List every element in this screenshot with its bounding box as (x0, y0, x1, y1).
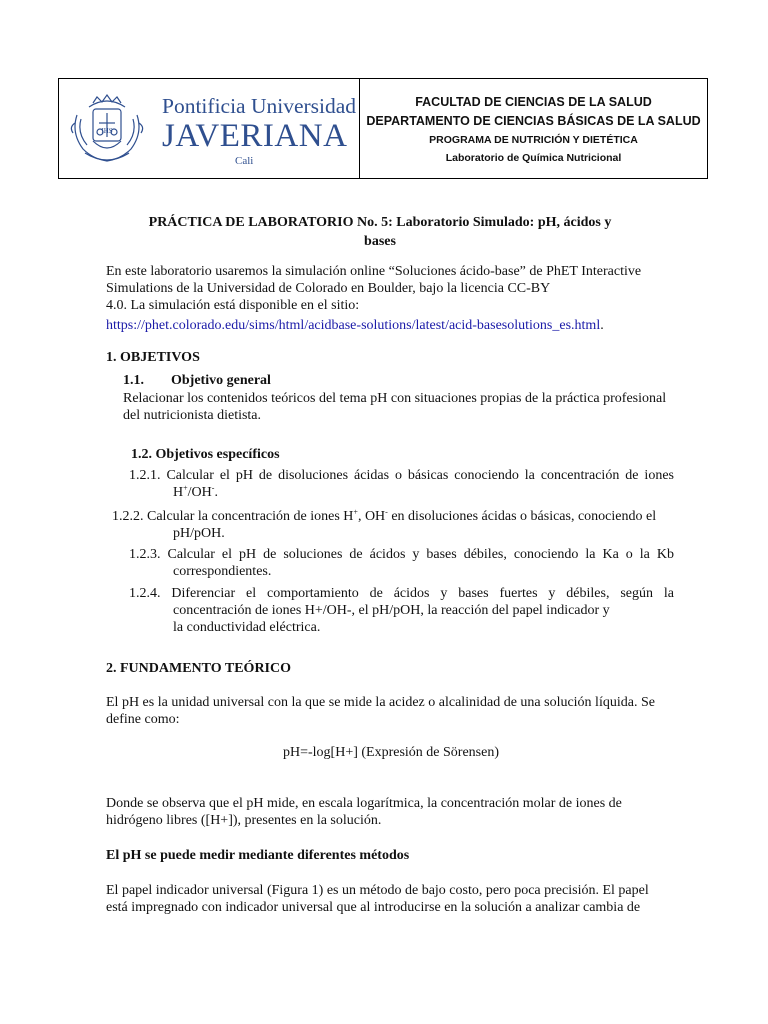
title-line1: PRÁCTICA DE LABORATORIO No. 5: Laboratorio Simulado: pH, ácidos y (148, 215, 612, 230)
theory-p2-line2: hidrógeno libres ([H+]), presentes en la solución. (106, 813, 382, 828)
url-period: . (600, 318, 604, 333)
phet-simulation-link[interactable]: https://phet.colorado.edu/sims/html/acidbase-solutions/latest/acid-basesolutions_es.html (106, 318, 601, 333)
objective-3-line1: 1.2.3. Calcular el pH de soluciones de ácidos y bases débiles, conociendo la Ka o la Kb (129, 547, 674, 562)
objective-1-2-3 (129, 546, 674, 580)
objective-2-part-a: 1.2.2. Calcular la concentración de iones H (112, 509, 354, 524)
objective-1-2-4 (129, 585, 674, 636)
university-name-line1: Pontificia Universidad (162, 94, 357, 118)
objective-1-sup-minus: - (211, 483, 215, 493)
university-city: Cali (235, 155, 254, 167)
objective-1-end: . (214, 485, 218, 500)
program-name: PROGRAMA DE NUTRICIÓN Y DIETÉTICA (429, 133, 638, 146)
theory-paragraph-2 (106, 795, 676, 829)
theory-p2-line1: Donde se observa que el pH mide, en escala logarítmica, la concentración molar de iones de (106, 796, 622, 811)
svg-text:IHS: IHS (101, 127, 113, 135)
objective-4-line3: la conductividad eléctrica. (173, 620, 321, 635)
faculty-name: FACULTAD DE CIENCIAS DE LA SALUD (415, 94, 652, 109)
general-objective-title: Objetivo general (171, 373, 271, 388)
specific-objectives-heading: 1.2. Objetivos específicos (131, 447, 280, 462)
document-header (58, 78, 708, 179)
theory-heading: 2. FUNDAMENTO TEÓRICO (106, 661, 292, 676)
lab-name: Laboratorio de Química Nutricional (445, 151, 622, 164)
intro-line2: Simulations de la Universidad de Colorado en Boulder, bajo la licencia CC-BY (106, 281, 551, 296)
objective-1-line1: 1.2.1. Calcular el pH de disoluciones ácidas o básicas conociendo la concentración de iones (129, 468, 674, 483)
objective-2-part-b: , OH (357, 509, 386, 524)
objectives-heading: 1. OBJETIVOS (106, 350, 200, 365)
theory-p1-line1: El pH es la unidad universal con la que se mide la acidez o alcalinidad de una solución líquida. Se (106, 695, 655, 710)
objective-4-line2: concentración de iones H+/OH-, el pH/pOH, la reacción del papel indicador y (173, 603, 610, 618)
objective-1-sup-plus: + (183, 483, 188, 493)
university-name-line2: JAVERIANA (162, 118, 348, 154)
university-logo-area (59, 79, 360, 178)
objective-1-oh: /OH (187, 485, 212, 500)
theory-paragraph-3 (106, 882, 676, 916)
general-objective-heading (123, 372, 271, 389)
general-objective-number: 1.1. (123, 373, 144, 388)
objective-2-part-c: en disoluciones ácidas o básicas, conociendo el (387, 509, 657, 524)
faculty-info (360, 79, 707, 178)
objective-4-line1: 1.2.4. Diferenciar el comportamiento de ácidos y bases fuertes y débiles, según la (129, 586, 674, 601)
measurement-methods-heading: El pH se puede medir mediante diferentes métodos (106, 848, 410, 863)
objective-1-h: H (173, 485, 184, 500)
objective-1-2-2 (112, 508, 677, 542)
theory-p3-line2: está impregnado con indicador universal que al introducirse en la solución a analizar cambia de (106, 900, 641, 915)
title-line2: bases (364, 234, 396, 249)
ph-formula: pH=-log[H+] (Expresión de Sörensen) (282, 745, 499, 760)
theory-paragraph-1 (106, 694, 676, 728)
general-objective-text (123, 390, 683, 424)
objective-2-sup-minus: - (385, 507, 388, 517)
department-name: DEPARTAMENTO DE CIENCIAS BÁSICAS DE LA SALUD (366, 113, 701, 128)
objective-2-sup-plus: + (353, 507, 358, 517)
objective-2-line2: pH/pOH. (173, 526, 225, 541)
document-title (130, 213, 630, 251)
theory-p1-line2: define como: (106, 712, 180, 727)
intro-paragraph (106, 263, 676, 334)
general-objective-line2: del nutricionista dietista. (123, 408, 262, 423)
general-objective-line1: Relacionar los contenidos teóricos del tema pH con situaciones propias de la práctica profesional (123, 391, 667, 406)
objective-1-2-1 (129, 467, 674, 501)
objective-3-line2: correspondientes. (173, 564, 272, 579)
intro-line1: En este laboratorio usaremos la simulación online “Soluciones ácido-base” de PhET Interactive (106, 264, 642, 279)
intro-line3: 4.0. La simulación está disponible en el sitio: (106, 298, 360, 313)
theory-p3-line1: El papel indicador universal (Figura 1) es un método de bajo costo, pero poca precisión. El papel (106, 883, 649, 898)
university-crest-icon (69, 93, 145, 165)
